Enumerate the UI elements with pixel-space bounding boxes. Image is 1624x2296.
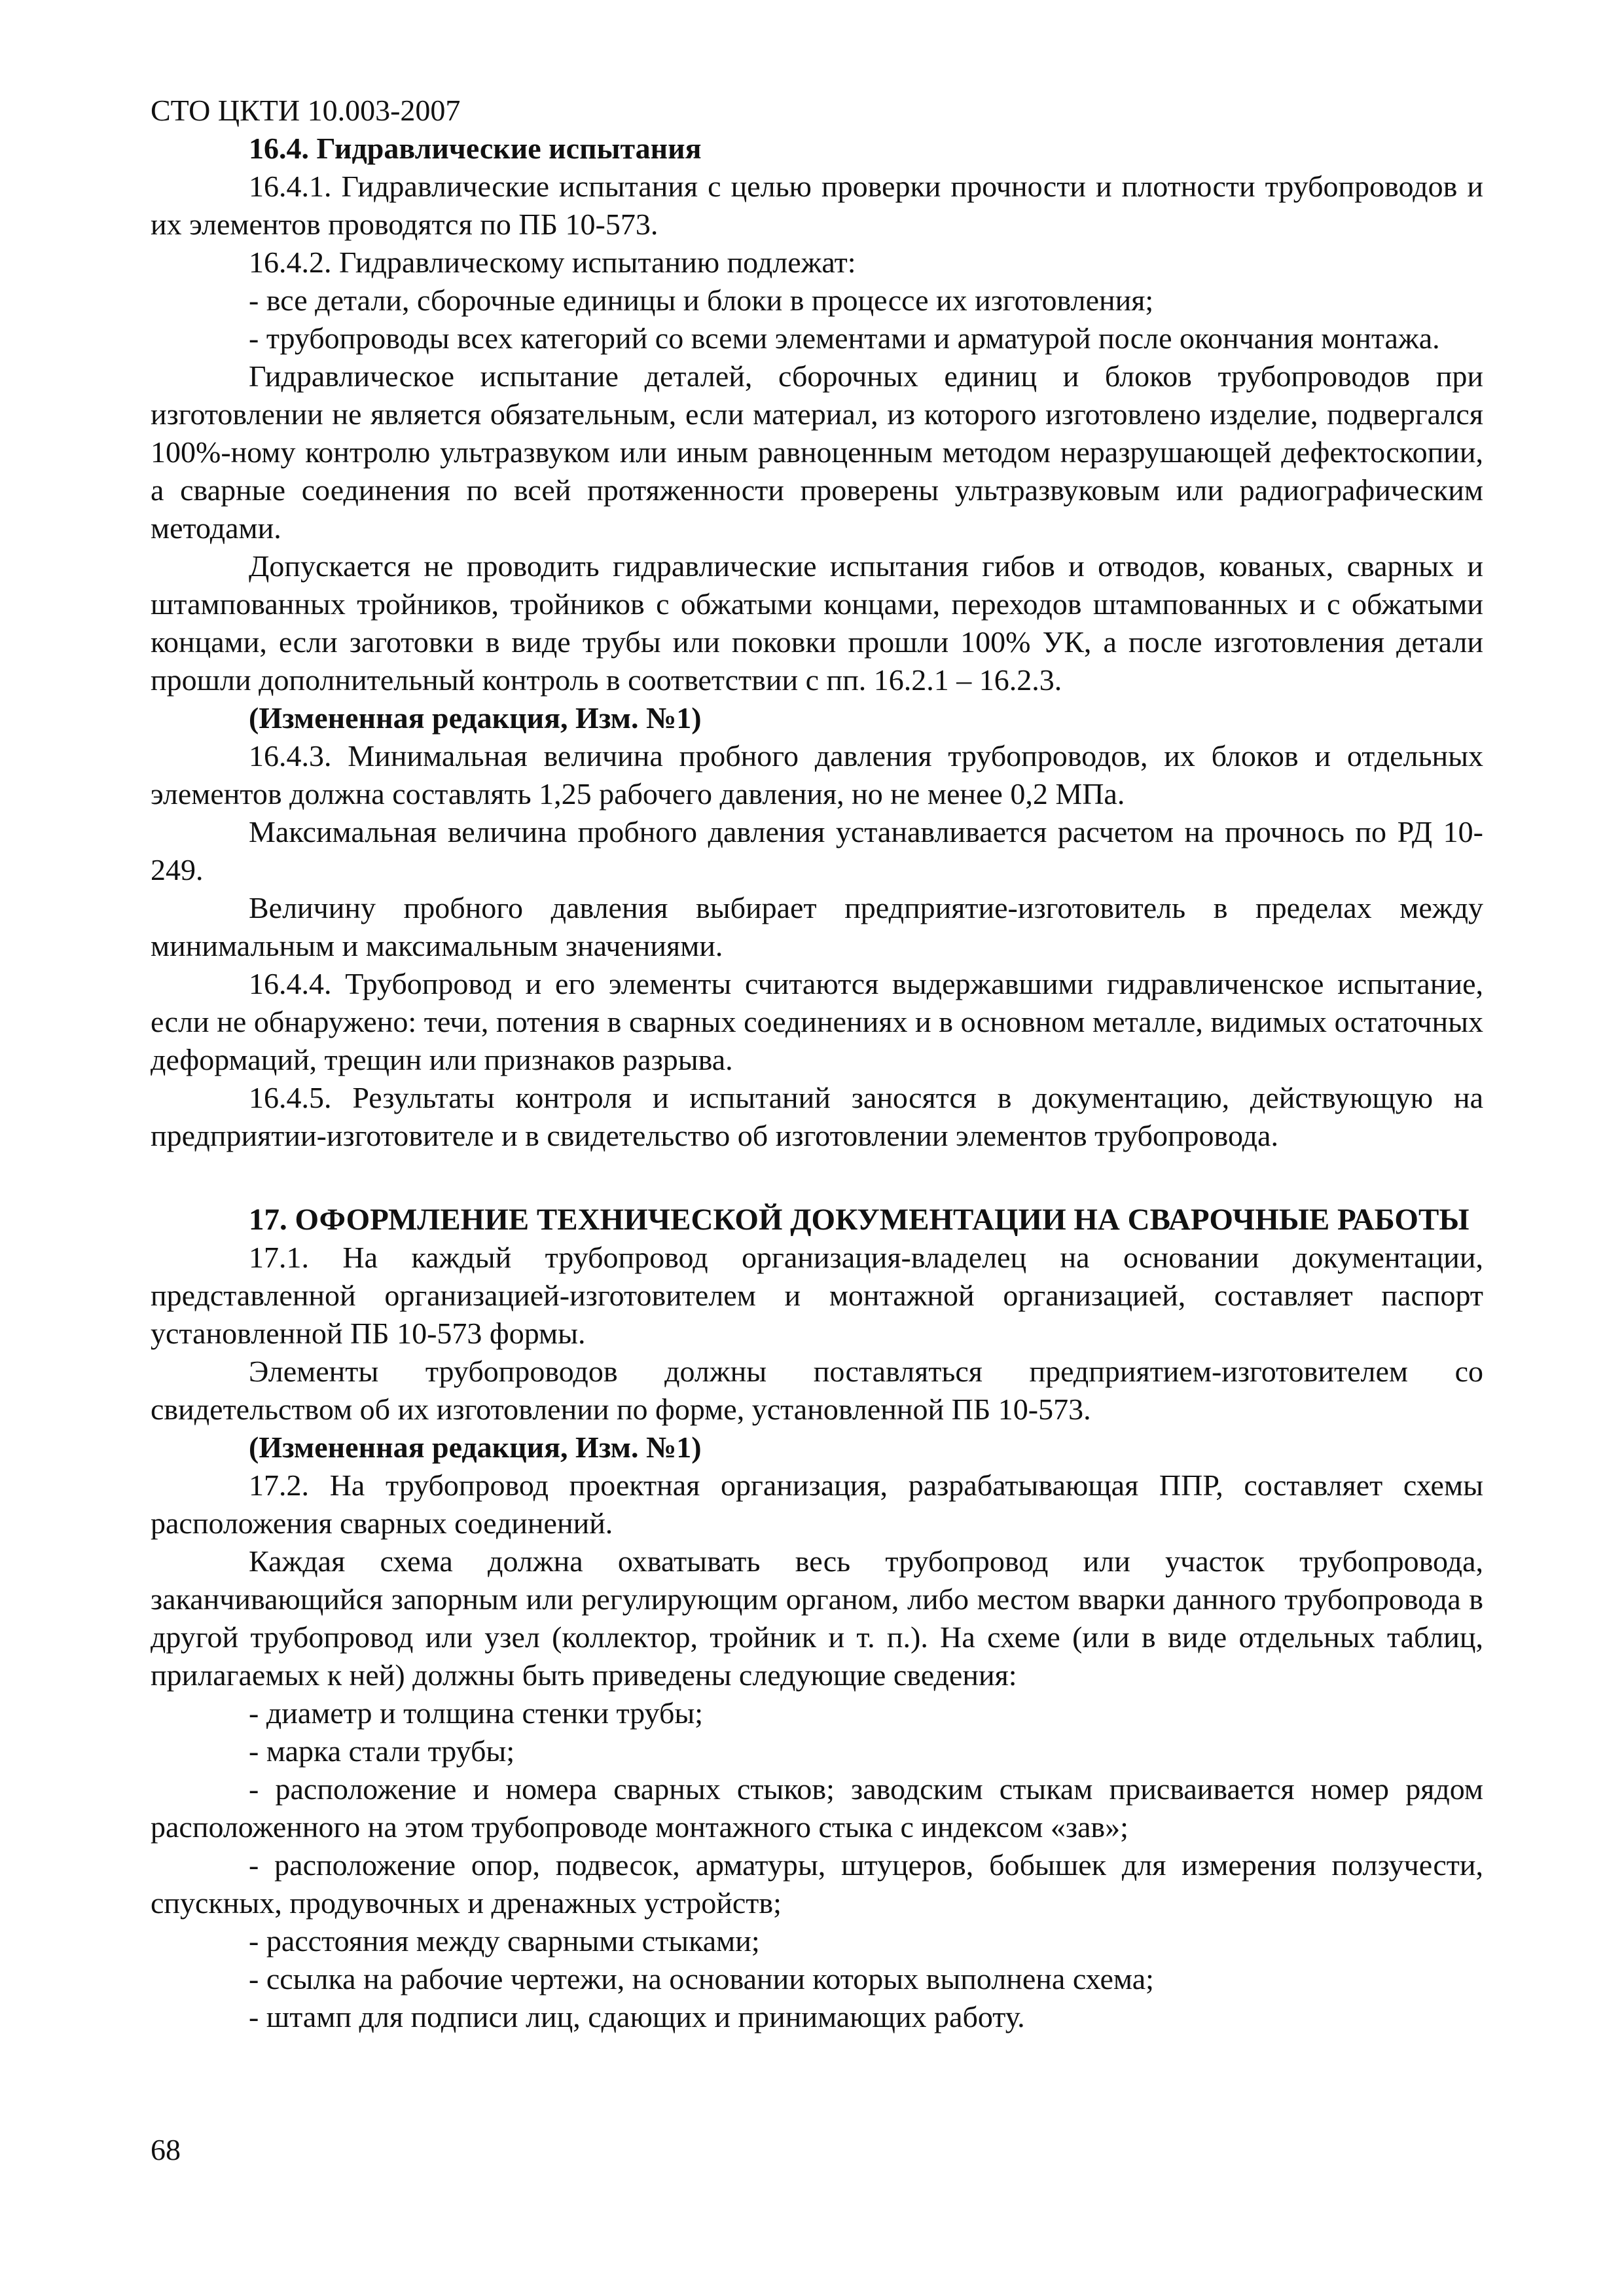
list-item: - расположение опор, подвесок, арматуры, штуцеров, бобышек для измерения ползучести, спускных, продувочных и дренажных устройств; bbox=[151, 1848, 1483, 1920]
paragraph: 16.4.1. Гидравлические испытания с целью проверки прочности и плотности трубопроводов и их элементов проводятся по ПБ 10-573. bbox=[151, 170, 1483, 241]
list-item: - расположение и номера сварных стыков; заводским стыкам присваивается номер рядом расположенного на этом трубопроводе монтажного стыка с индексом «зав»; bbox=[151, 1772, 1483, 1844]
paragraph: 17.1. На каждый трубопровод организация-владелец на основании документации, представленной организацией-изготовителем и монтажной организацией, составляет паспорт установленной ПБ 10-573 формы. bbox=[151, 1241, 1483, 1350]
paragraph: Величину пробного давления выбирает предприятие-изготовитель в пределах между минимальным и максимальным значениями. bbox=[151, 891, 1483, 962]
list-item: - расстояния между сварными стыками; bbox=[249, 1924, 760, 1958]
paragraph: Элементы трубопроводов должны поставляться предприятием-изготовителем со свидетельством об их изготовлении по форме, установленной ПБ 10-573. bbox=[151, 1355, 1483, 1426]
list-item: - марка стали трубы; bbox=[249, 1734, 515, 1768]
list-item: - штамп для подписи лиц, сдающих и принимающих работу. bbox=[249, 2000, 1025, 2033]
edit-note: (Измененная редакция, Изм. №1) bbox=[249, 701, 702, 735]
list-item: - диаметр и толщина стенки трубы; bbox=[249, 1696, 704, 1730]
paragraph: 16.4.2. Гидравлическому испытанию подлежат: bbox=[249, 246, 856, 279]
section-title-17: 17. ОФОРМЛЕНИЕ ТЕХНИЧЕСКОЙ ДОКУМЕНТАЦИИ НА СВАРОЧНЫЕ РАБОТЫ bbox=[249, 1203, 1470, 1237]
paragraph: Каждая схема должна охватывать весь трубопровод или участок трубопровода, заканчивающийся запорным или регулирующим органом, либо местом вварки данного трубопровода в другой трубопровод или узел (коллектор, тройник и т. п.). На схеме (или в виде отдельных таблиц, прилагаемых к ней) должны быть приведены следующие сведения: bbox=[151, 1544, 1483, 1692]
paragraph: Допускается не проводить гидравлические испытания гибов и отводов, кованых, сварных и штампованных тройников, тройников с обжатыми концами, переходов штампованных и с обжатыми концами, если заготовки в виде трубы или поковки прошли 100% УК, а после изготовления детали прошли дополнительный контроль в соответствии с пп. 16.2.1 – 16.2.3. bbox=[151, 549, 1483, 697]
list-item: - ссылка на рабочие чертежи, на основании которых выполнена схема; bbox=[249, 1962, 1154, 1995]
list-item: - трубопроводы всех категорий со всеми элементами и арматурой после окончания монтажа. bbox=[249, 321, 1440, 355]
list-item: - все детали, сборочные единицы и блоки в процессе их изготовления; bbox=[249, 283, 1154, 317]
section-title-16-4: 16.4. Гидравлические испытания bbox=[249, 132, 702, 165]
paragraph: 16.4.3. Минимальная величина пробного давления трубопроводов, их блоков и отдельных элементов должна составлять 1,25 рабочего давления, но не менее 0,2 МПа. bbox=[151, 739, 1483, 811]
paragraph: 16.4.5. Результаты контроля и испытаний заносятся в документацию, действующую на предприятии-изготовителе и в свидетельство об изготовлении элементов трубопровода. bbox=[151, 1081, 1483, 1152]
paragraph: 17.2. На трубопровод проектная организация, разрабатывающая ППР, составляет схемы расположения сварных соединений. bbox=[151, 1468, 1483, 1540]
document-header: СТО ЦКТИ 10.003-2007 bbox=[151, 94, 461, 127]
paragraph: Гидравлическое испытание деталей, сборочных единиц и блоков трубопроводов при изготовлении не является обязательным, если материал, из которого изготовлено изделие, подвергался 100%-ному контролю ультразвуком или иным равноценным методом неразрушающей дефектоскопии, а сварные соединения по всей протяженности проверены ультразвуковым или радиографическим методами. bbox=[151, 359, 1483, 545]
paragraph: Максимальная величина пробного давления устанавливается расчетом на прочнось по РД 10-249. bbox=[151, 815, 1483, 886]
paragraph: 16.4.4. Трубопровод и его элементы считаются выдержавшими гидравличенское испытание, если не обнаружено: течи, потения в сварных соединениях и в основном металле, видимых остаточных деформаций, трещин или признаков разрыва. bbox=[151, 967, 1483, 1076]
page-number: 68 bbox=[151, 2133, 181, 2166]
edit-note: (Измененная редакция, Изм. №1) bbox=[249, 1430, 702, 1464]
